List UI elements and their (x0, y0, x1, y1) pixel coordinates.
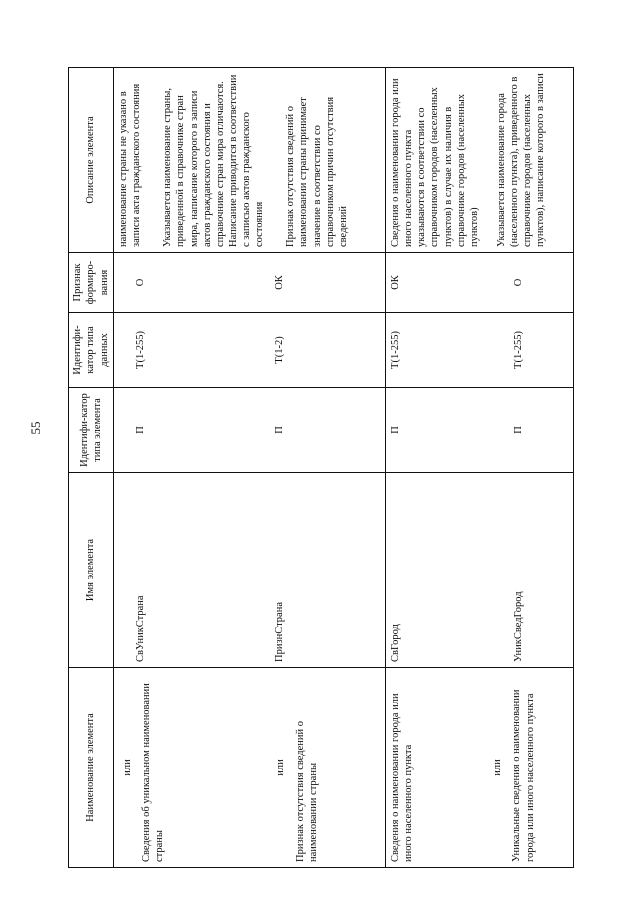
page-number: 55 (28, 421, 43, 435)
row-1-data-type: T(1-255) (135, 331, 146, 369)
row-1-desc: Указывается наименование страны, приведенной в справочнике стран мира, написание которого в записи актов гражданского состояния и справочнике стран мира отличаются. Написание приводится в соответствии с записью актов гражданского состояния (162, 74, 266, 247)
row-formation-attr (386, 253, 574, 313)
row-3-element: СвГород (390, 624, 401, 662)
header-element-name: Наименование элемента (69, 668, 114, 868)
row-1-type-id: П (135, 426, 146, 434)
or-label: или (275, 759, 287, 776)
row-4-data-type: T(1-255) (513, 331, 525, 369)
row-3-desc: Сведения о наименовании города или иного населенного пункта указываются в соответствии со справочником городов (населенных пунктов) в случае их наличия в справочнике городов (населенных пунктов) (390, 78, 480, 247)
row-data-type (386, 313, 574, 388)
or-label: или (122, 759, 133, 776)
header-formation-attribute: Признак формиро-вания (69, 253, 114, 313)
row-1-element: СвУникСтрана (135, 595, 146, 662)
row-1-desc-top: наименование страны не указано в записи акта гражданского состояния (118, 83, 143, 247)
row-1-attr: О (135, 278, 146, 287)
row-element-name (386, 668, 574, 868)
element-spec-table (68, 67, 574, 868)
row-element-id (114, 473, 386, 668)
table-row (386, 68, 574, 868)
row-element-name (114, 668, 386, 868)
row-4-desc: Указывается наименование города (населенного пункта), приведенного в справочнике городов (населенных пунктов), написание которого в записи (495, 73, 547, 247)
row-3-type-id: П (390, 426, 401, 434)
row-4-name-text: Уникальные сведения о наименовании города или иного населенного пункта (511, 689, 536, 862)
row-2-element: ПризнСтрана (274, 602, 286, 662)
row-type-id (114, 388, 386, 473)
table-row (114, 68, 386, 868)
or-label: или (492, 759, 504, 776)
header-element-description: Описание элемента (69, 68, 114, 253)
table-header-row (69, 68, 114, 868)
row-1-name-text: Сведения об уникальном наименовании страны (141, 683, 166, 862)
row-3-data-type: T(1-255) (390, 331, 401, 369)
row-4-element: УникСведГород (513, 591, 525, 662)
row-2-type-id: П (274, 426, 286, 434)
row-4-type-id: П (513, 426, 525, 434)
header-element-id: Имя элемента (69, 473, 114, 668)
row-type-id (386, 388, 574, 473)
rotated-table-container (68, 68, 578, 868)
row-2-name-text: Признак отсутствия сведений о наименовании страны (294, 720, 319, 862)
row-element-id (386, 473, 574, 668)
row-data-type (114, 313, 386, 388)
row-2-desc: Признак отсутствия сведений о наименовании страны принимает значение в соответствии со справочником причин отсутствия сведений (285, 96, 349, 247)
row-3-name-text: Сведения о наименовании города или иного населенного пункта (390, 693, 415, 862)
row-2-attr: ОК (274, 275, 286, 290)
row-3-attr: ОК (390, 275, 401, 290)
row-4-attr: О (513, 278, 525, 287)
header-data-type-identifier: Идентифи-катор типа данных (69, 313, 114, 388)
row-description (114, 68, 386, 253)
row-2-data-type: T(1-2) (274, 336, 286, 364)
row-description (386, 68, 574, 253)
header-type-identifier: Идентифи-катор типа элемента (69, 388, 114, 473)
row-formation-attr (114, 253, 386, 313)
